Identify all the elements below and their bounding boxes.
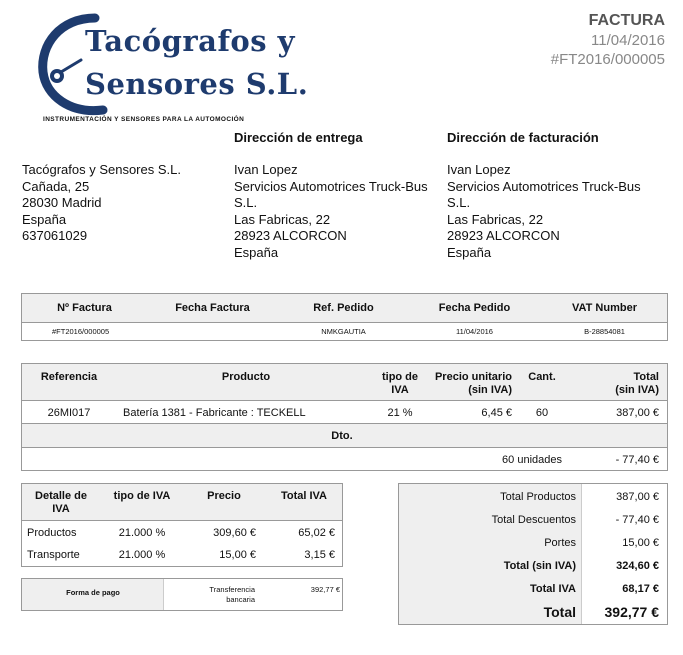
discount-label: Dto. <box>331 430 353 442</box>
grand-total-value: 392,77 € <box>604 604 659 620</box>
discount-value: - 77,40 € <box>615 454 659 466</box>
col-unit-price-2: (sin IVA) <box>468 384 512 396</box>
delivery-address-line: Servicios Automotrices Truck-Bus <box>234 178 428 194</box>
item-reference: 26MI017 <box>47 407 91 419</box>
items-table <box>21 363 668 471</box>
company-address-line: España <box>22 211 67 227</box>
billing-address-line: Ivan Lopez <box>447 162 511 177</box>
discount-row <box>22 448 667 471</box>
delivery-address <box>234 162 428 262</box>
total-products-label: Total Productos <box>500 491 576 503</box>
delivery-address-line: 28923 ALCORCON <box>234 228 347 244</box>
company-address-line: Tacógrafos y Sensores S.L. <box>22 162 181 177</box>
company-logo <box>35 10 325 128</box>
table-row <box>22 544 342 567</box>
invoice-number: #FT2016/000005 <box>550 51 665 68</box>
vat-row-rate: 21.000 % <box>118 527 166 539</box>
shipping-value: 15,00 € <box>622 537 659 549</box>
payment-method-2: bancaria <box>226 595 255 604</box>
order-date-value: 11/04/2016 <box>456 327 493 336</box>
vat-detail-table <box>21 483 343 567</box>
col-invoice-number: Nº Factura <box>57 302 112 314</box>
col-qty: Cant. <box>528 371 556 383</box>
delivery-address-line: Las Fabricas, 22 <box>234 211 331 227</box>
col-tax-1: tipo de <box>381 371 419 383</box>
total-net-value: 324,60 € <box>616 560 659 572</box>
item-total: 387,00 € <box>616 407 659 419</box>
company-address-line: 28030 Madrid <box>22 195 102 211</box>
col-product: Producto <box>221 371 271 383</box>
logo-line-1: Tacógrafos y <box>85 24 296 58</box>
delivery-address-line: S.L. <box>234 195 258 211</box>
item-qty: 60 <box>535 407 549 419</box>
billing-heading: Dirección de facturación <box>447 130 599 145</box>
totals-table <box>398 483 668 625</box>
item-product: Batería 1381 - Fabricante : TECKELL <box>123 407 306 419</box>
billing-address-line: Las Fabricas, 22 <box>447 211 544 227</box>
invoice-number-value: #FT2016/000005 <box>52 327 110 336</box>
vat-row-total: 65,02 € <box>298 527 335 539</box>
vat-row-name: Transporte <box>27 549 80 561</box>
total-discounts-value: - 77,40 € <box>615 514 659 526</box>
company-address-line: 637061029 <box>22 228 88 244</box>
table-row <box>22 521 342 544</box>
total-discounts-label: Total Descuentos <box>491 514 576 526</box>
col-vat-total: Total IVA <box>280 490 328 502</box>
grand-total-label: Total <box>543 604 576 620</box>
invoice-header <box>551 12 665 68</box>
payment-label: Forma de pago <box>66 588 120 597</box>
delivery-address-line: Ivan Lopez <box>234 162 298 177</box>
total-vat-label: Total IVA <box>529 583 576 595</box>
invoice-date: 11/04/2016 <box>591 32 665 49</box>
table-row <box>22 401 667 424</box>
discount-header-row <box>22 424 667 448</box>
totals-label-column <box>399 484 582 624</box>
col-reference: Referencia <box>40 371 98 383</box>
delivery-heading: Dirección de entrega <box>234 130 363 145</box>
invoice-info-table <box>21 293 668 341</box>
logo-line-2: Sensores S.L. <box>85 67 309 101</box>
col-total-2: (sin IVA) <box>615 384 659 396</box>
item-unit-price: 6,45 € <box>481 407 512 419</box>
vat-row-total: 3,15 € <box>304 549 335 561</box>
payment-method-1: Transferencia <box>209 585 255 594</box>
vat-row-name: Productos <box>27 527 77 539</box>
invoice-title: FACTURA <box>588 12 665 29</box>
col-unit-price-1: Precio unitario <box>434 371 512 383</box>
payment-amount: 392,77 € <box>310 585 340 594</box>
vat-number-value: B-28854081 <box>584 327 625 336</box>
col-tax-2: IVA <box>391 384 409 396</box>
col-vat-price: Precio <box>207 490 241 502</box>
company-address-line: Cañada, 25 <box>22 178 90 194</box>
item-tax: 21 % <box>387 407 413 419</box>
billing-address-line: Servicios Automotrices Truck-Bus <box>447 178 641 194</box>
col-order-date: Fecha Pedido <box>438 302 511 314</box>
total-products-value: 387,00 € <box>616 491 659 503</box>
total-vat-value: 68,17 € <box>622 583 659 595</box>
col-vat-detail-1: Detalle de <box>35 490 87 502</box>
billing-address <box>447 162 641 262</box>
delivery-address-line: España <box>234 244 279 260</box>
col-invoice-date: Fecha Factura <box>175 302 250 314</box>
payment-label-cell <box>22 579 164 610</box>
billing-address-line: España <box>447 244 492 260</box>
discount-units: 60 unidades <box>502 454 562 466</box>
vat-row-price: 15,00 € <box>219 549 256 561</box>
col-vat-rate: tipo de IVA <box>113 490 171 502</box>
shipping-label: Portes <box>544 537 576 549</box>
vat-row-price: 309,60 € <box>213 527 256 539</box>
col-vat-number: VAT Number <box>572 302 637 314</box>
payment-table <box>21 578 343 611</box>
col-order-ref: Ref. Pedido <box>313 302 374 314</box>
col-total-1: Total <box>633 371 659 383</box>
logo-tagline: INSTRUMENTACIÓN Y SENSORES PARA LA AUTOMOCIÓN <box>43 116 245 123</box>
order-ref-value: NMKGAUTIA <box>321 327 366 336</box>
col-vat-detail-2: IVA <box>52 503 70 515</box>
vat-row-rate: 21.000 % <box>118 549 166 561</box>
total-net-label: Total (sin IVA) <box>503 560 576 572</box>
billing-address-line: S.L. <box>447 195 471 211</box>
company-address <box>22 162 181 245</box>
billing-address-line: 28923 ALCORCON <box>447 228 560 244</box>
